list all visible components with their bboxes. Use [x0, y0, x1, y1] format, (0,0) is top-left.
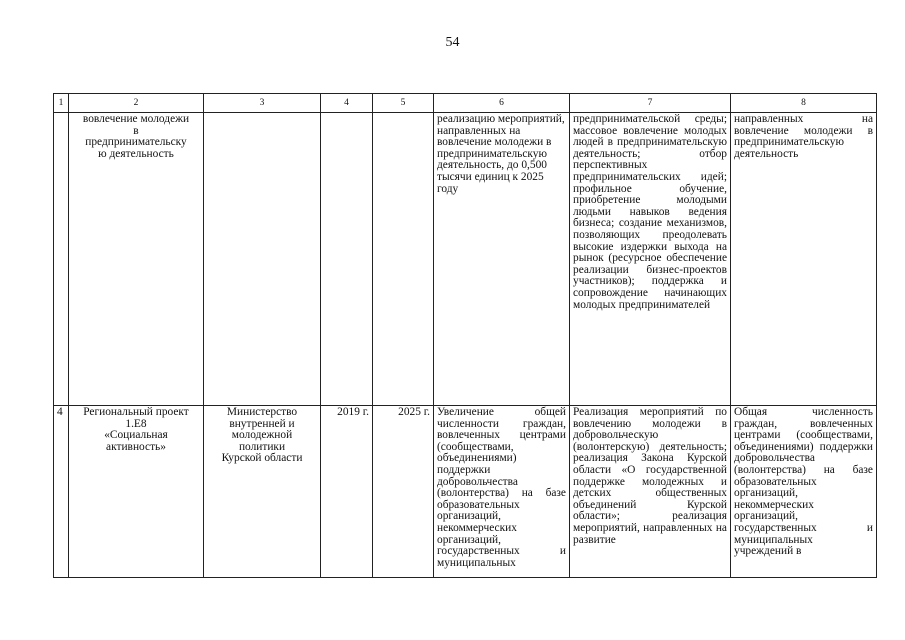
- row2-activities-cell: Реализация мероприятий по вовлечению молодежи в добровольческую (волонтерскую) деятельность; реализация Закона Курской области «О государственной поддержке молодежных и детских общественных объединений Курской области»; реализация мероприятий, направленных на развитие: [570, 406, 731, 578]
- row1-end-cell: [373, 113, 434, 406]
- header-cell-6: 6: [434, 94, 570, 113]
- row2-name-line: активность»: [106, 440, 166, 453]
- row2-start-cell: 2019 г.: [321, 406, 373, 578]
- row1-name-line: ю деятельность: [98, 147, 174, 160]
- row1-name-line: предпринимательску: [85, 136, 187, 149]
- table-row: [54, 406, 877, 578]
- row1-indicator-cell: направленных на вовлечение молодежи в предпринимательскую деятельность: [731, 113, 877, 406]
- table-row: [54, 113, 877, 406]
- row1-name-line: в: [133, 124, 139, 137]
- table-header-row: [54, 94, 877, 113]
- row1-name-cell: [69, 113, 204, 406]
- row2-indicator-cell: Общая численность граждан, вовлеченных центрами (сообществами, объединениями) поддержки добровольчества (волонтерства) на базе образовательных организаций, некоммерческих организаций, государственных и муниципальных учреждений в: [731, 406, 877, 578]
- row2-responsible-line: молодежной: [231, 429, 293, 442]
- row2-number-cell: 4: [54, 406, 69, 578]
- row2-responsible-line: внутренней и: [229, 417, 295, 430]
- row1-number-cell: [54, 113, 69, 406]
- row2-responsible-line: Курской области: [221, 452, 303, 465]
- row2-responsible-line: политики: [238, 440, 286, 453]
- row2-name-line: «Социальная: [104, 429, 168, 442]
- page-number: 54: [445, 35, 460, 50]
- row1-name-line: вовлечение молодежи: [82, 113, 190, 125]
- header-cell-3: 3: [204, 94, 321, 113]
- header-cell-8: 8: [731, 94, 877, 113]
- header-cell-1: 1: [54, 94, 69, 113]
- row2-result-cell: Увеличение общей численности граждан, вовлеченных центрами (сообществами, объединениями) поддержки добровольчества (волонтерства) на базе образовательных организаций, некоммерческих организаций, государственных и муниципальных: [434, 406, 570, 578]
- row1-activities-cell: предпринимательской среды; массовое вовлечение молодых людей в предпринимательскую деятельность; отбор перспективных предпринимательских идей; профильное обучение, приобретение молодыми людьми навыков ведения бизнеса; создание механизмов, позволяющих преодолевать высокие издержки выхода на рынок (ресурсное обеспечение реализации бизнес-проектов участников); поддержка и сопровождение начинающих молодых предпринимателей: [570, 113, 731, 406]
- header-cell-4: 4: [321, 94, 373, 113]
- row2-responsible-cell: [204, 406, 321, 578]
- row2-name-cell: [69, 406, 204, 578]
- row1-result-cell: реализацию мероприятий, направленных на вовлечение молодежи в предпринимательскую деятельность, до 0,500 тысячи единиц к 2025 году: [434, 113, 570, 406]
- row2-name-line: 1.Е8: [125, 417, 147, 430]
- header-cell-2: 2: [69, 94, 204, 113]
- header-cell-5: 5: [373, 94, 434, 113]
- row1-responsible-cell: [204, 113, 321, 406]
- row1-start-cell: [321, 113, 373, 406]
- row2-responsible-line: Министерство: [226, 406, 298, 418]
- row2-end-cell: 2025 г.: [373, 406, 434, 578]
- document-table: [53, 93, 877, 578]
- header-cell-7: 7: [570, 94, 731, 113]
- row2-name-line: Региональный проект: [83, 406, 189, 418]
